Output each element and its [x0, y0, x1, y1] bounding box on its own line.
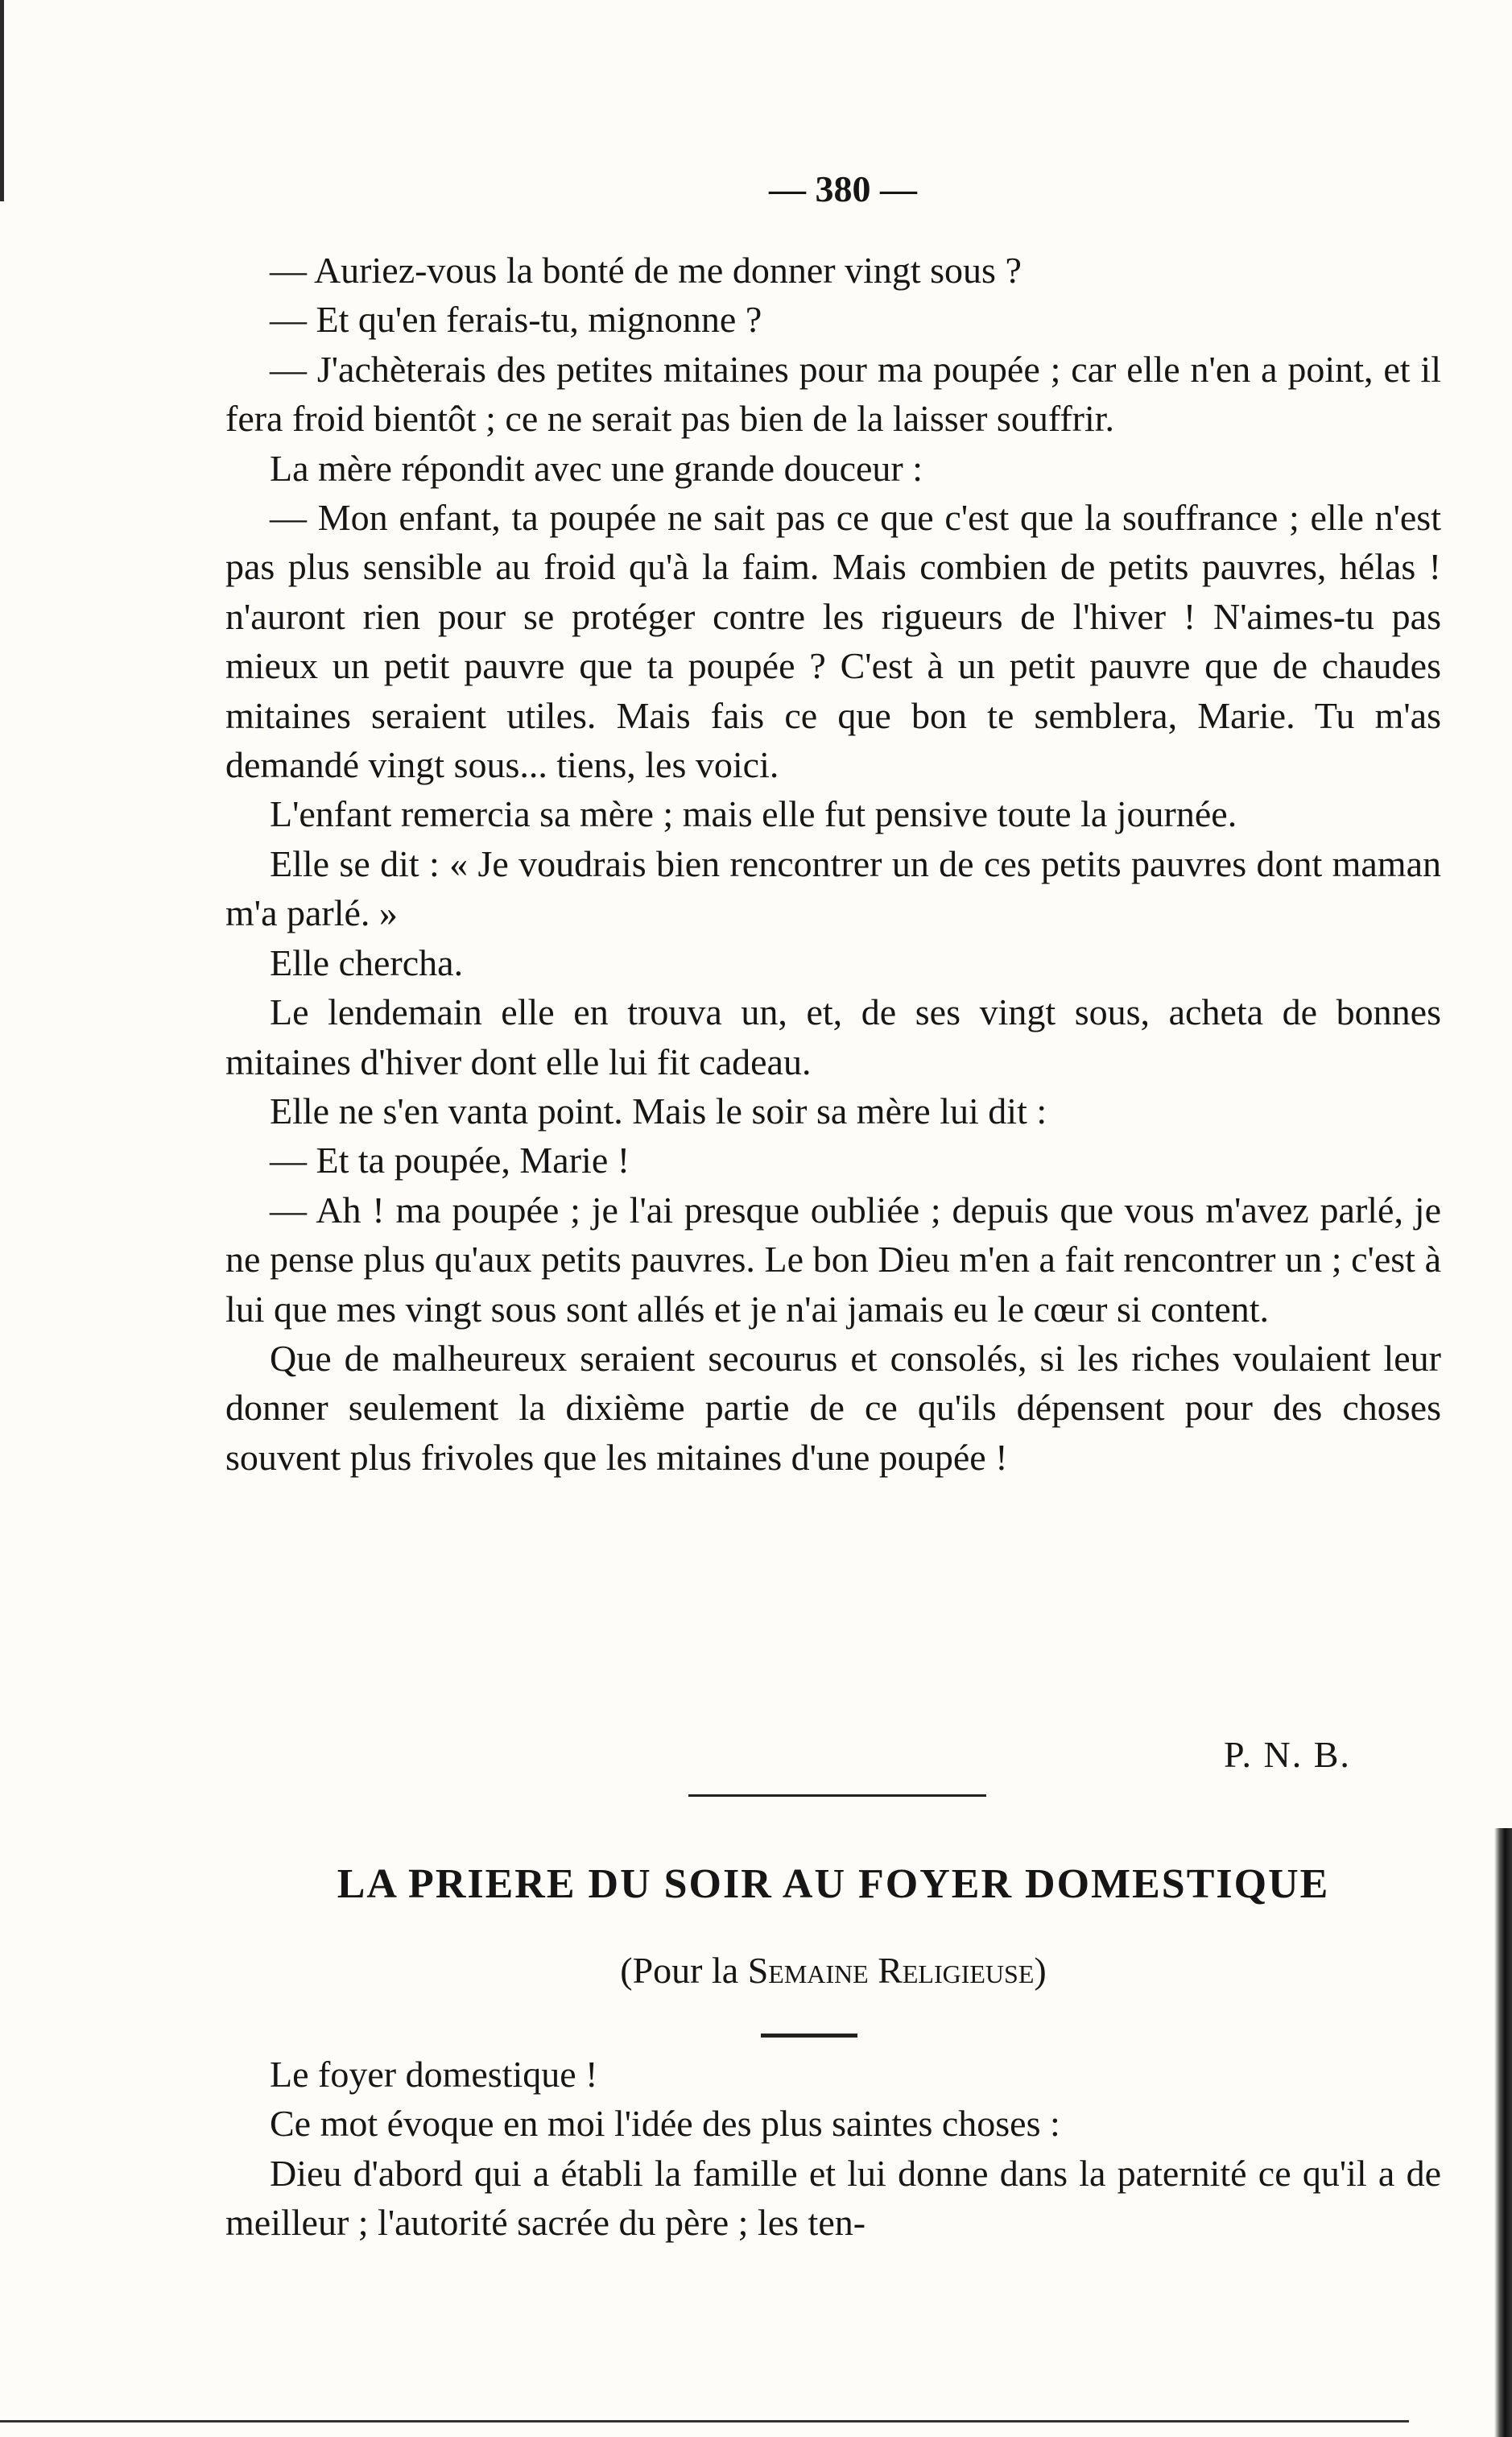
paragraph: Le lendemain elle en trouva un, et, de ses vingt sous, acheta de bonnes mitaines d'hiver dont elle lui fit cadeau. [225, 991, 1441, 1082]
paragraph: Elle chercha. [270, 941, 464, 983]
page-number: — 380 — [769, 168, 917, 209]
scan-edge-bottom [0, 2420, 1409, 2423]
paragraph: Que de malheureux seraient secourus et consolés, si les riches voulaient leur donner seulement la dixième partie de ce qu'ils dépensent pour des choses souvent plus frivoles que les mitaines d'une poupée ! [225, 1337, 1441, 1478]
title-underline-rule [761, 2034, 857, 2038]
paragraph: — Mon enfant, ta poupée ne sait pas ce que c'est que la souffrance ; elle n'est pas plus sensible au froid qu'à la faim. Mais combien de petits pauvres, hélas ! n'auront rien pour se protéger contre les rigueurs de l'hiver ! N'aimes-tu pas mieux un petit pauvre que ta poupée ? C'est à un petit pauvre que de chaudes mitaines seraient utiles. Mais fais ce que bon te semblera, Marie. Tu m'as demandé vingt sous... tiens, les voici. [225, 497, 1441, 786]
story-text [225, 246, 1441, 1482]
subtitle-prefix: (Pour la [620, 1950, 739, 1991]
paragraph: L'enfant remercia sa mère ; mais elle fut pensive toute la journée. [270, 793, 1237, 835]
paragraph: Dieu d'abord qui a établi la famille et lui donne dans la paternité ce qu'il a de meilleur ; l'autorité sacrée du père ; les ten- [225, 2152, 1441, 2244]
paragraph: — Ah ! ma poupée ; je l'ai presque oubliée ; depuis que vous m'avez parlé, je ne pense plus qu'aux petits pauvres. Le bon Dieu m'en a fait rencontrer un ; c'est à lui que mes vingt sous sont allés et je n'ai jamais eu le cœur si content. [225, 1189, 1441, 1330]
article-text [225, 2050, 1441, 2248]
page-edge-left [0, 0, 4, 201]
page-edge-right [1494, 1828, 1512, 2437]
subtitle-publication: Semaine Religieuse [747, 1950, 1035, 1991]
paragraph: — Et qu'en ferais-tu, mignonne ? [270, 299, 762, 341]
section-subtitle [225, 1949, 1441, 1992]
author-signature: P. N. B. [1224, 1734, 1351, 1775]
paragraph: — J'achèterais des petites mitaines pour ma poupée ; car elle n'en a point, et il fera froid bientôt ; ce ne serait pas bien de la laisser souffrir. [225, 348, 1441, 440]
section-title: LA PRIERE DU SOIR AU FOYER DOMESTIQUE [337, 1861, 1330, 1907]
paragraph: Le foyer domestique ! [270, 2054, 598, 2095]
paragraph: — Et ta poupée, Marie ! [270, 1140, 630, 1181]
paragraph: La mère répondit avec une grande douceur : [270, 447, 923, 489]
paragraph: — Auriez-vous la bonté de me donner vingt sous ? [270, 250, 1022, 291]
paragraph: Ce mot évoque en moi l'idée des plus saintes choses : [270, 2103, 1060, 2145]
paragraph: Elle ne s'en vanta point. Mais le soir sa mère lui dit : [270, 1090, 1047, 1132]
separator-rule [688, 1794, 986, 1797]
paragraph: Elle se dit : « Je voudrais bien rencontrer un de ces petits pauvres dont maman m'a parlé. » [225, 842, 1441, 934]
subtitle-suffix: ) [1034, 1950, 1047, 1991]
